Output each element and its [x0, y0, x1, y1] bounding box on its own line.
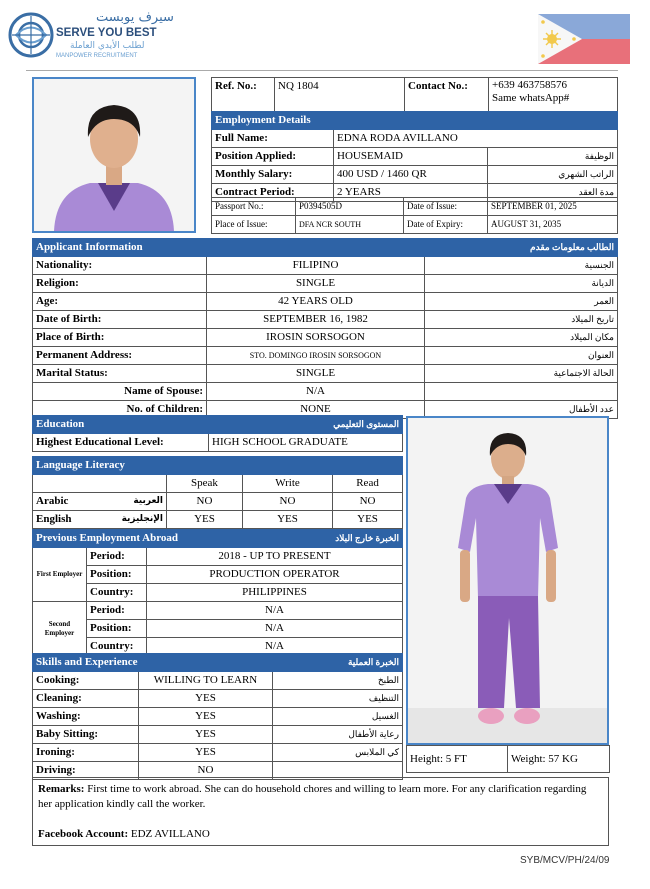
passport-label: Passport No.:	[212, 198, 296, 216]
contact-value	[489, 78, 618, 112]
first-employer-period-row	[33, 548, 403, 566]
facebook-label: Facebook Account:	[38, 828, 129, 840]
second-country-value: N/A	[147, 638, 403, 656]
full-name-value: EDNA RODA AVILLANO	[334, 130, 618, 148]
full-name-label: Full Name:	[212, 130, 334, 148]
marital-ar: الحالة الاجتماعية	[425, 365, 618, 383]
applicant-row	[33, 293, 618, 311]
education-value: HIGH SCHOOL GRADUATE	[209, 434, 403, 452]
applicant-row	[33, 329, 618, 347]
skills-table	[32, 653, 403, 780]
second-employer-label: Second Employer	[33, 602, 87, 656]
pob-ar: مكان الميلاد	[425, 329, 618, 347]
arabic-label	[33, 493, 167, 511]
read-col-header: Read	[333, 475, 403, 493]
marital-label: Marital Status:	[33, 365, 207, 383]
remarks-label: Remarks:	[38, 783, 85, 795]
passport-value: P0394505D	[296, 198, 404, 216]
employment-table	[211, 111, 618, 202]
position-ar: الوظيفة	[488, 148, 618, 166]
skills-header-ar: الخبرة العملية	[273, 654, 403, 672]
second-position-label: Position:	[87, 620, 147, 638]
nationality-value: FILIPINO	[207, 257, 425, 275]
religion-value: SINGLE	[207, 275, 425, 293]
place-issue-value: DFA NCR SOUTH	[296, 216, 404, 234]
children-value: NONE	[207, 401, 425, 419]
arabic-label-en: Arabic	[36, 495, 69, 507]
first-position-value: PRODUCTION OPERATOR	[147, 566, 403, 584]
full-name-row	[212, 130, 618, 148]
second-position-value: N/A	[147, 620, 403, 638]
english-label-en: English	[36, 513, 72, 525]
driving-label: Driving:	[33, 762, 139, 780]
facebook-value: EDZ AVILLANO	[130, 828, 210, 840]
applicant-table	[32, 238, 618, 419]
expiry-value: AUGUST 31, 2035	[488, 216, 618, 234]
logo-emblem-icon	[8, 12, 54, 58]
skill-row	[33, 744, 403, 762]
portrait-photo	[32, 77, 196, 233]
arabic-read: NO	[333, 493, 403, 511]
applicant-row	[33, 275, 618, 293]
english-label	[33, 511, 167, 529]
logo-sub: MANPOWER RECRUITMENT	[56, 53, 138, 59]
previous-employment-table	[32, 529, 403, 656]
previous-header-label: Previous Employment Abroad	[33, 530, 147, 548]
arabic-label-ar: العربية	[133, 496, 163, 506]
skill-row	[33, 672, 403, 690]
address-label: Permanent Address:	[33, 347, 207, 365]
applicant-row	[33, 383, 618, 401]
education-header-ar: المستوى التعليمي	[209, 416, 403, 434]
english-label-ar: الإنجليزية	[121, 514, 163, 524]
marital-value: SINGLE	[207, 365, 425, 383]
ironing-ar: كي الملابس	[273, 744, 403, 762]
salary-value: 400 USD / 1460 QR	[334, 166, 488, 184]
arabic-speak: NO	[167, 493, 243, 511]
salary-ar: الراتب الشهري	[488, 166, 618, 184]
remarks-box	[32, 777, 609, 846]
nationality-ar: الجنسية	[425, 257, 618, 275]
first-period-value: 2018 - UP TO PRESENT	[147, 548, 403, 566]
age-ar: العمر	[425, 293, 618, 311]
nationality-label: Nationality:	[33, 257, 207, 275]
skill-row	[33, 726, 403, 744]
cleaning-label: Cleaning:	[33, 690, 139, 708]
second-period-label: Period:	[87, 602, 147, 620]
applicant-header	[33, 239, 618, 257]
write-col-header: Write	[243, 475, 333, 493]
language-header	[33, 457, 403, 475]
issue-date-label: Date of Issue:	[404, 198, 488, 216]
previous-header	[33, 530, 403, 548]
contact-label: Contact No.:	[405, 78, 489, 112]
language-row-english	[33, 511, 403, 529]
logo	[8, 10, 188, 62]
second-employer-position-row	[33, 620, 403, 638]
contract-label: Contract Period:	[212, 184, 334, 202]
language-cols-row	[33, 475, 403, 493]
first-employer-label: First Employer	[33, 548, 87, 602]
washing-ar: الغسيل	[273, 708, 403, 726]
header-rule	[26, 70, 618, 71]
second-period-value: N/A	[147, 602, 403, 620]
address-ar: العنوان	[425, 347, 618, 365]
education-header	[33, 416, 403, 434]
skill-row	[33, 690, 403, 708]
ref-table	[211, 77, 618, 112]
ref-label: Ref. No.:	[212, 78, 275, 112]
salary-label: Monthly Salary:	[212, 166, 334, 184]
logo-arabic-sub: لطلب الأيدي العاملة	[70, 41, 145, 51]
education-label: Highest Educational Level:	[33, 434, 209, 452]
arabic-write: NO	[243, 493, 333, 511]
logo-arabic: سيرف يوبست	[96, 10, 174, 25]
applicant-header-label: Applicant Information	[33, 239, 425, 257]
previous-header-ar: الخبرة خارج البلاد	[147, 530, 403, 548]
education-row	[33, 434, 403, 452]
children-ar: عدد الأطفال	[425, 401, 618, 419]
contact-number: +639 463758576	[492, 79, 567, 91]
applicant-header-ar: الطالب معلومات مقدم	[425, 239, 618, 257]
english-speak: YES	[167, 511, 243, 529]
contract-value: 2 YEARS	[334, 184, 488, 202]
religion-label: Religion:	[33, 275, 207, 293]
skills-header	[33, 654, 403, 672]
ironing-label: Ironing:	[33, 744, 139, 762]
baby-sitting-value: YES	[139, 726, 273, 744]
weight-value: Weight: 57 KG	[508, 746, 610, 773]
employment-header	[212, 112, 618, 130]
religion-ar: الديانة	[425, 275, 618, 293]
ref-row	[212, 78, 618, 112]
remarks-line	[38, 782, 603, 812]
applicant-row	[33, 257, 618, 275]
contact-note: Same whatsApp#	[492, 92, 570, 104]
logo-english: SERVE YOU BEST	[56, 27, 157, 39]
applicant-row	[33, 311, 618, 329]
full-body-photo	[406, 416, 609, 745]
second-country-label: Country:	[87, 638, 147, 656]
language-table	[32, 456, 403, 529]
ref-value: NQ 1804	[275, 78, 405, 112]
washing-value: YES	[139, 708, 273, 726]
dob-label: Date of Birth:	[33, 311, 207, 329]
driving-value: NO	[139, 762, 273, 780]
education-table	[32, 415, 403, 452]
washing-label: Washing:	[33, 708, 139, 726]
baby-sitting-label: Baby Sitting:	[33, 726, 139, 744]
position-value: HOUSEMAID	[334, 148, 488, 166]
age-value: 42 YEARS OLD	[207, 293, 425, 311]
first-country-label: Country:	[87, 584, 147, 602]
address-value: STO. DOMINGO IROSIN SORSOGON	[207, 347, 425, 365]
position-label: Position Applied:	[212, 148, 334, 166]
language-corner	[33, 475, 167, 493]
facebook-line	[38, 827, 210, 842]
english-read: YES	[333, 511, 403, 529]
cleaning-ar: التنظيف	[273, 690, 403, 708]
second-employer-period-row	[33, 602, 403, 620]
english-write: YES	[243, 511, 333, 529]
cooking-value: WILLING TO LEARN	[139, 672, 273, 690]
dob-value: SEPTEMBER 16, 1982	[207, 311, 425, 329]
spouse-label: Name of Spouse:	[33, 383, 207, 401]
place-issue-label: Place of Issue:	[212, 216, 296, 234]
language-header-label: Language Literacy	[33, 457, 403, 475]
height-value: Height: 5 FT	[407, 746, 508, 773]
expiry-label: Date of Expiry:	[404, 216, 488, 234]
skills-header-label: Skills and Experience	[33, 654, 273, 672]
age-label: Age:	[33, 293, 207, 311]
passport-table	[211, 197, 618, 234]
cleaning-value: YES	[139, 690, 273, 708]
contract-ar: مدة العقد	[488, 184, 618, 202]
pob-value: IROSIN SORSOGON	[207, 329, 425, 347]
education-header-label: Education	[33, 416, 209, 434]
pob-label: Place of Birth:	[33, 329, 207, 347]
position-row	[212, 148, 618, 166]
applicant-row	[33, 365, 618, 383]
place-issue-row	[212, 216, 618, 234]
children-label: No. of Children:	[33, 401, 207, 419]
footer-code: SYB/MCV/PH/24/09	[520, 855, 610, 866]
applicant-row	[33, 347, 618, 365]
cooking-label: Cooking:	[33, 672, 139, 690]
baby-sitting-ar: رعاية الأطفال	[273, 726, 403, 744]
skill-row	[33, 708, 403, 726]
language-row-arabic	[33, 493, 403, 511]
ironing-value: YES	[139, 744, 273, 762]
first-employer-position-row	[33, 566, 403, 584]
first-period-label: Period:	[87, 548, 147, 566]
spouse-ar	[425, 383, 618, 401]
remarks-text: First time to work abroad. She can do household chores and willing to learn more. For any clarification regarding her application kindly call the worker.	[38, 783, 587, 810]
speak-col-header: Speak	[167, 475, 243, 493]
salary-row	[212, 166, 618, 184]
cooking-ar: الطبخ	[273, 672, 403, 690]
physical-row	[407, 746, 610, 773]
dob-ar: تاريخ الميلاد	[425, 311, 618, 329]
physical-table	[406, 745, 610, 773]
first-position-label: Position:	[87, 566, 147, 584]
issue-date-value: SEPTEMBER 01, 2025	[488, 198, 618, 216]
first-country-value: PHILIPPINES	[147, 584, 403, 602]
philippine-flag-icon	[538, 14, 630, 64]
employment-header-label: Employment Details	[212, 112, 618, 130]
first-employer-country-row	[33, 584, 403, 602]
spouse-value: N/A	[207, 383, 425, 401]
passport-row	[212, 198, 618, 216]
